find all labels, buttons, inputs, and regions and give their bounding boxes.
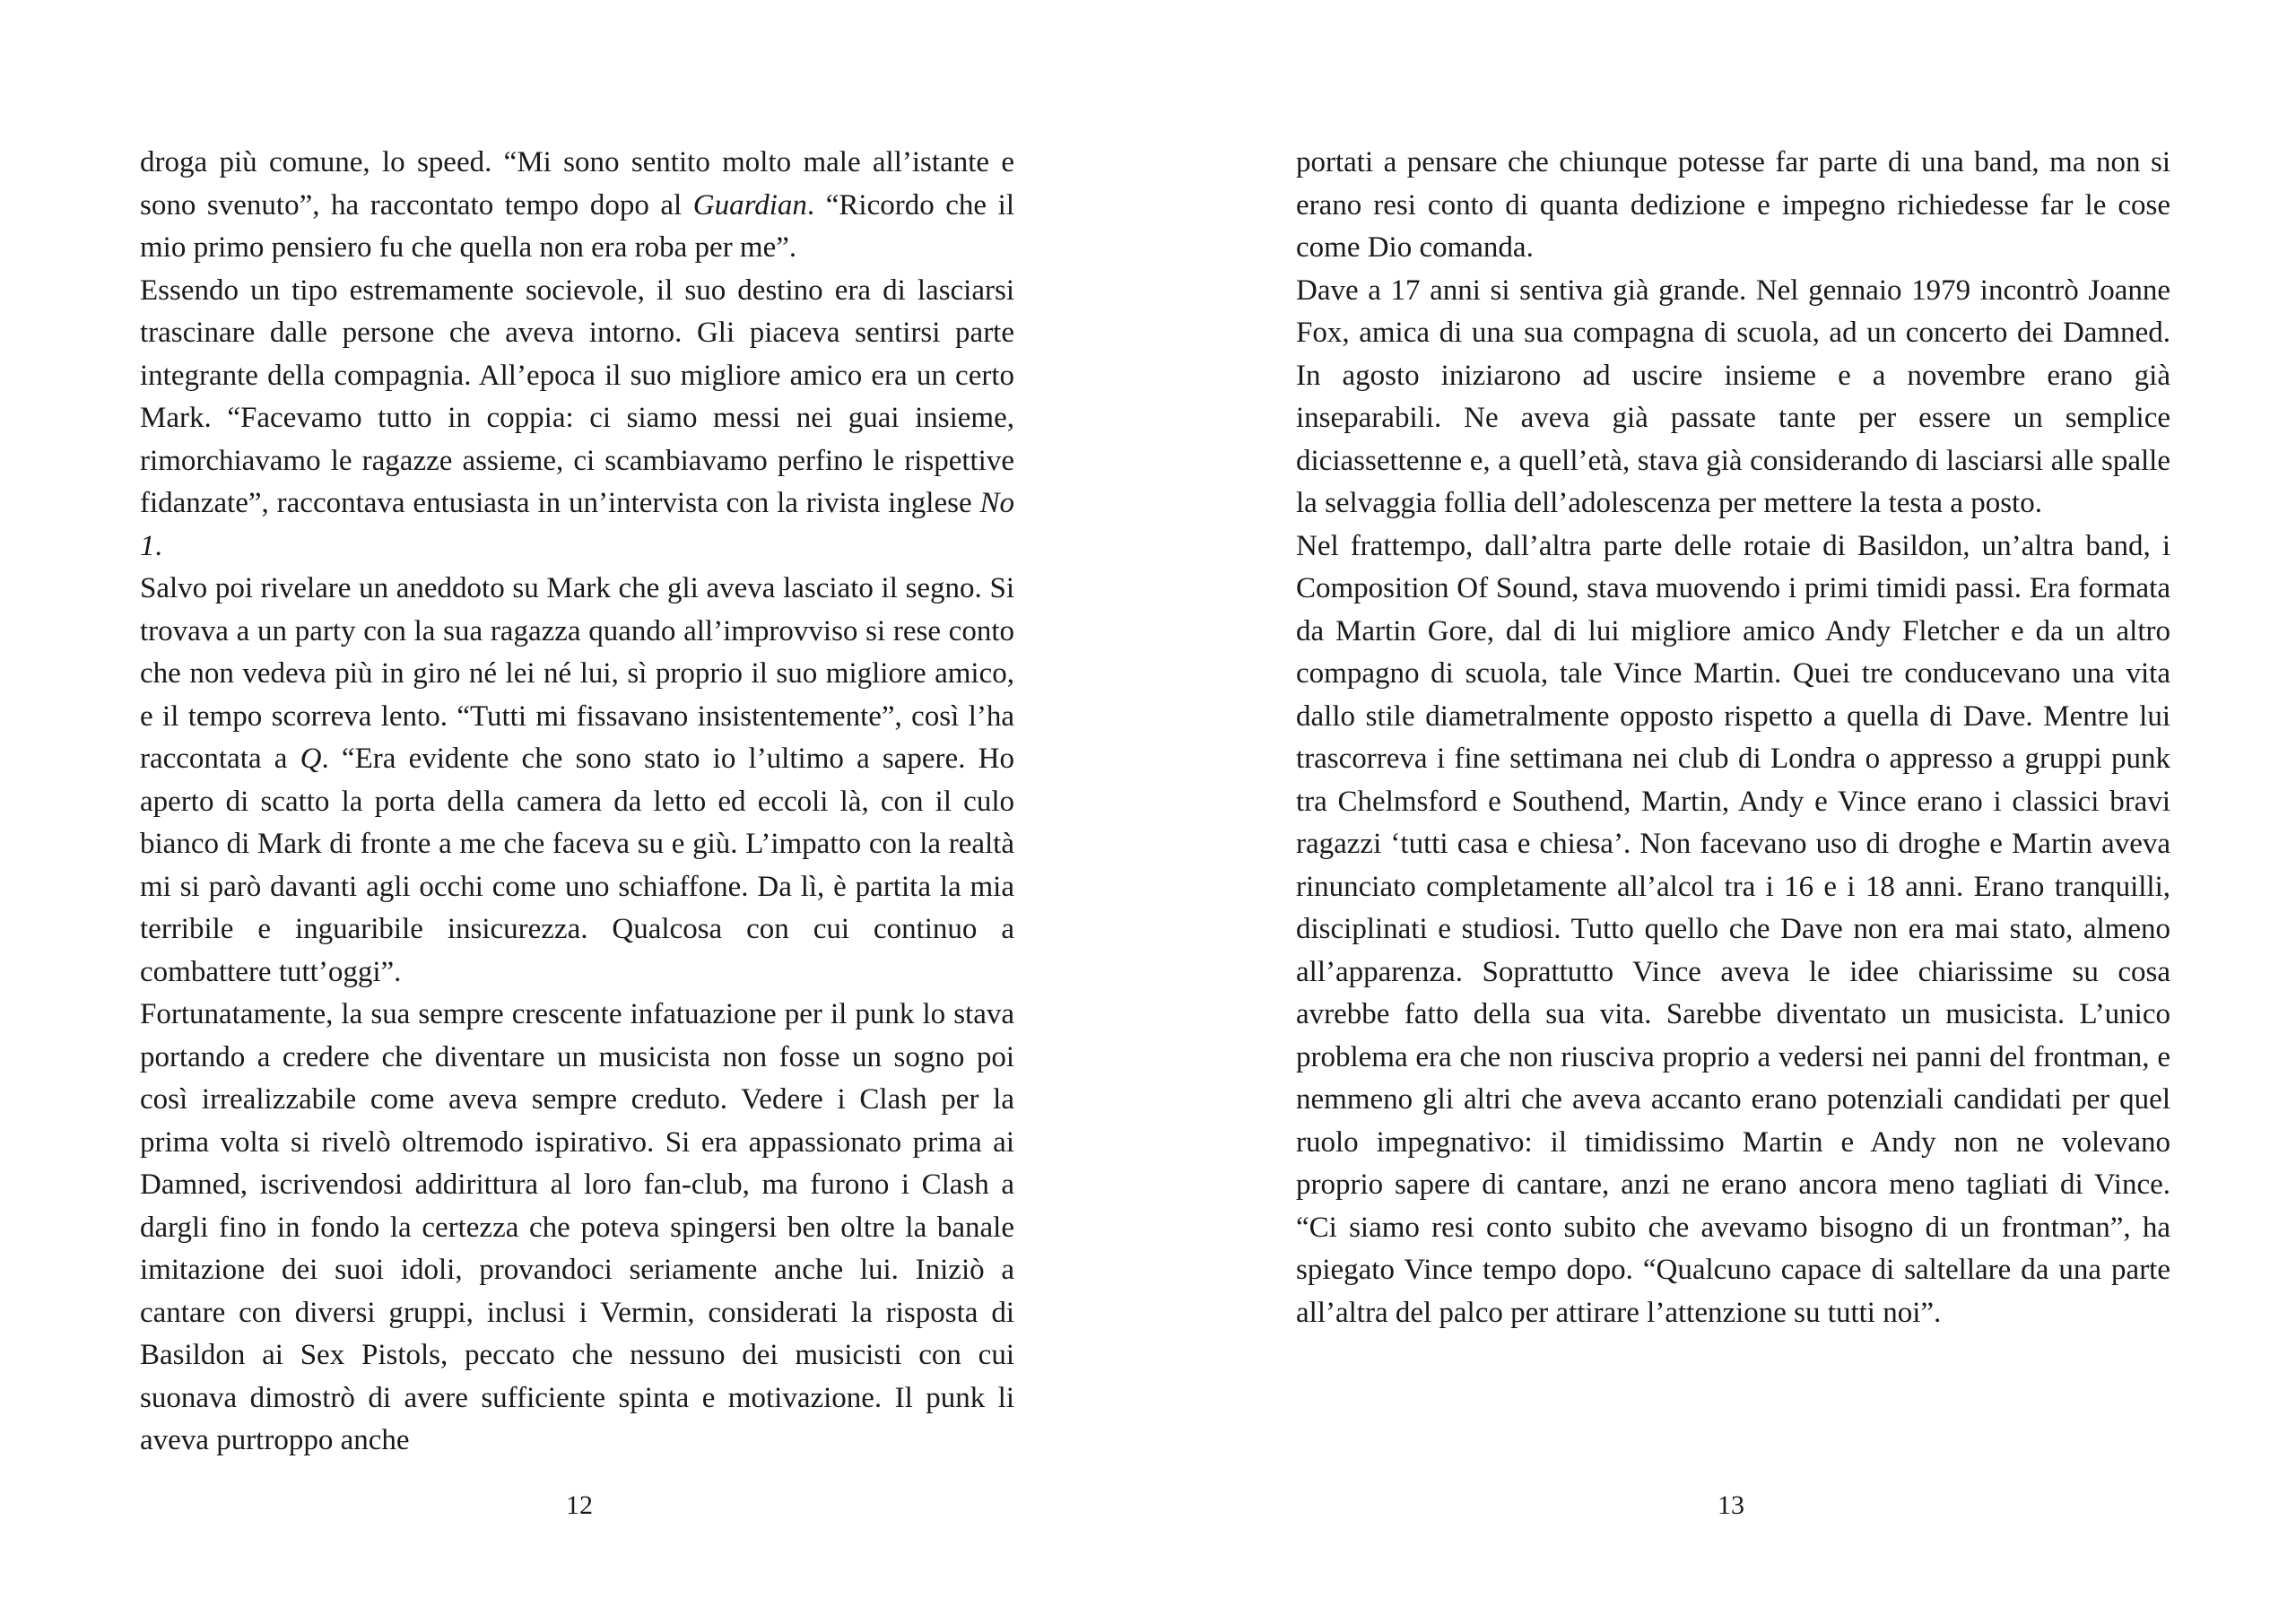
italic-title-no1: No 1 bbox=[140, 487, 1014, 562]
right-paragraph-3 bbox=[1296, 526, 2170, 1335]
left-paragraph-4 bbox=[140, 994, 1014, 1463]
text-run: Salvo poi rivelare un aneddoto su Mark che gli aveva lasciato il segno. Si trovava a un party con la sua ragazza quando all’improvviso si rese conto che non vedeva più in giro né lei né lui, sì proprio il suo migliore amico, e il tempo scorreva lento. “Tutti mi fissavano insistentemente”, così l’ha raccontata a bbox=[140, 572, 1014, 775]
text-run: portati a pensare che chiunque potesse far parte di una band, ma non si erano resi conto di quanta dedizione e impegno richiedesse far le cose come Dio comanda. bbox=[1296, 146, 2170, 264]
page-number-right: 13 bbox=[1718, 1490, 1744, 1520]
text-run: Dave a 17 anni si sentiva già grande. Nel gennaio 1979 incontrò Joanne Fox, amica di una sua compagna di scuola, ad un concerto dei Damned. In agosto iniziarono ad uscire insieme e a novembre erano già inseparabili. Ne aveva già passate tante per essere un semplice diciassettenne e, a quell’età, stava già considerando di lasciarsi alle spalle la selvaggia follia dell’adolescenza per mettere la testa a posto. bbox=[1296, 274, 2170, 519]
text-run: Essendo un tipo estremamente socievole, il suo destino era di lasciarsi trascinare dalle persone che aveva intorno. Gli piaceva sentirsi parte integrante della compagnia. All’epoca il suo migliore amico era un certo Mark. “Facevamo tutto in coppia: ci siamo messi nei guai insieme, rimorchiavamo le ragazze assieme, ci scambiavamo perfino le rispettive fidanzate”, raccontava entusiasta in un’intervista con la rivista inglese bbox=[140, 274, 1014, 519]
left-paragraph-2 bbox=[140, 270, 1014, 569]
text-run: . bbox=[154, 529, 162, 562]
left-paragraph-3 bbox=[140, 568, 1014, 994]
right-paragraph-2 bbox=[1296, 270, 2170, 526]
right-page-body bbox=[1296, 142, 2170, 1334]
text-run: droga più comune, lo speed. “Mi sono sentito molto male all’istante e sono svenuto”, ha raccontato tempo dopo al bbox=[140, 146, 1014, 222]
text-run: . “Ricordo che il mio primo pensiero fu che quella non era roba per me”. bbox=[140, 188, 1014, 264]
text-run: Nel frattempo, dall’altra parte delle rotaie di Basildon, un’altra band, i Composition Of Sound, stava muovendo i primi timidi passi. Era formata da Martin Gore, dal di lui migliore amico Andy Fletcher e da un altro compagno di scuola, tale Vince Martin. Quei tre conducevano una vita dallo stile diametralmente opposto rispetto a quella di Dave. Mentre lui trascorreva i fine settimana nei club di Londra o appresso a gruppi punk tra Chelmsford e Southend, Martin, Andy e Vince erano i classici bravi ragazzi ‘tutti casa e chiesa’. Non facevano uso di droghe e Martin aveva rinunciato completamente all’alcol tra i 16 e i 18 anni. Erano tranquilli, disciplinati e studiosi. Tutto quello che Dave non era mai stato, almeno all’apparenza. Soprattutto Vince aveva le idee chiarissime su cosa avrebbe fatto della sua vita. Sarebbe diventato un musicista. L’unico problema era che non riusciva proprio a vedersi nei panni del frontman, e nemmeno gli altri che aveva accanto erano potenziali candidati per quel ruolo impegnativo: il timidissimo Martin e Andy non ne volevano proprio sapere di cantare, anzi ne erano ancora meno tagliati di Vince. “Ci siamo resi conto subito che avevamo bisogno di un frontman”, ha spiegato Vince tempo dopo. “Qualcuno capace di saltellare da una parte all’altra del palco per attirare l’attenzione su tutti noi”. bbox=[1296, 529, 2170, 1329]
right-paragraph-1 bbox=[1296, 142, 2170, 270]
page-number-left: 12 bbox=[566, 1490, 593, 1520]
text-run: . “Era evidente che sono stato io l’ultimo a sapere. Ho aperto di scatto la porta della camera da letto ed eccoli là, con il culo bianco di Mark di fronte a me che faceva su e giù. L’impatto con la realtà mi si parò davanti agli occhi come uno schiaffone. Da lì, è partita la mia terribile e inguaribile insicurezza. Qualcosa con cui continuo a combattere tutt’oggi”. bbox=[140, 743, 1014, 988]
text-run: Fortunatamente, la sua sempre crescente infatuazione per il punk lo stava portando a credere che diventare un musicista non fosse un sogno poi così irrealizzabile come aveva sempre creduto. Vedere i Clash per la prima volta si rivelò oltremodo ispirativo. Si era appassionato prima ai Damned, iscrivendosi addirittura al loro fan-club, ma furono i Clash a dargli fino in fondo la certezza che poteva spingersi ben oltre la banale imitazione dei suoi idoli, provandoci seriamente anche lui. Iniziò a cantare con diversi gruppi, inclusi i Vermin, considerati la risposta di Basildon ai Sex Pistols, peccato che nessuno dei musicisti con cui suonava dimostrò di avere sufficiente spinta e motivazione. Il punk li aveva purtroppo anche bbox=[140, 998, 1014, 1456]
left-page-body bbox=[140, 142, 1014, 1463]
italic-title-guardian: Guardian bbox=[692, 188, 807, 222]
left-paragraph-1 bbox=[140, 142, 1014, 270]
italic-title-q: Q bbox=[300, 743, 322, 775]
